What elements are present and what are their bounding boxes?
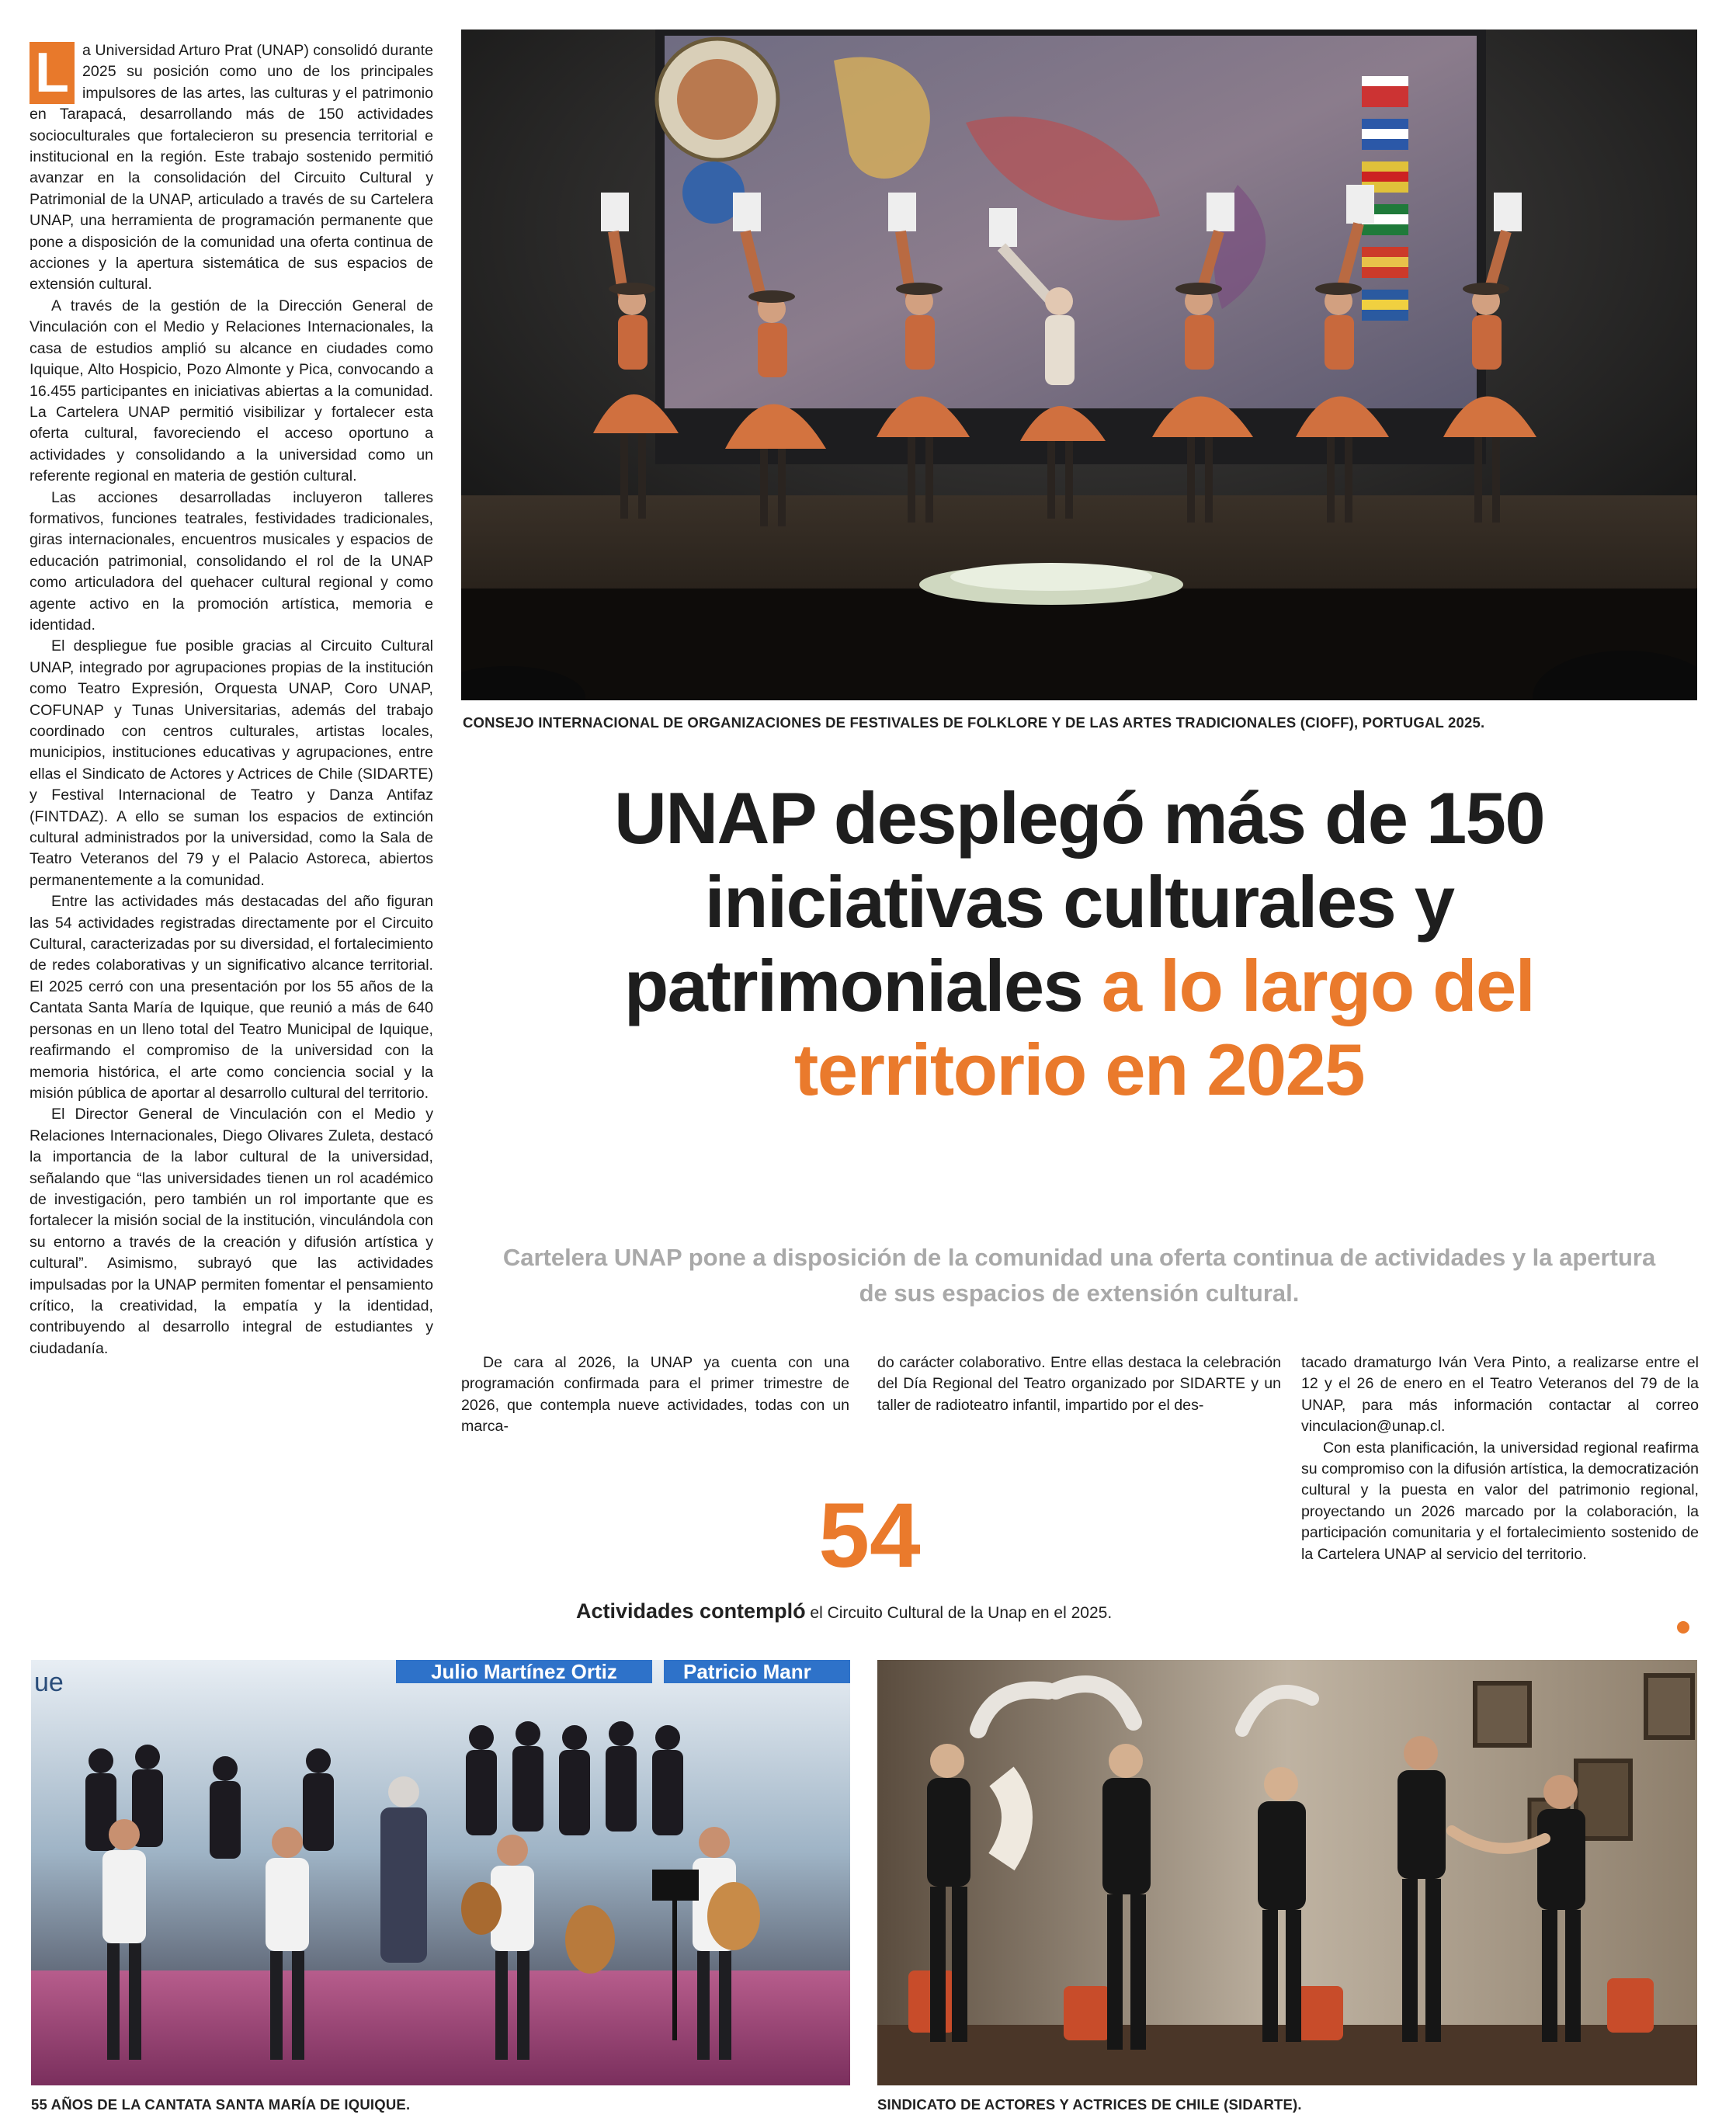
top-photo-caption: CONSEJO INTERNACIONAL DE ORGANIZACIONES DE FESTIVALES DE FOLKLORE Y DE LAS ARTES TRADICIONALES (CIOFF), PORTUGAL 2025. — [463, 714, 1485, 731]
left-article-column — [30, 40, 433, 1640]
stat-number: 54 — [818, 1484, 921, 1587]
orange-dot-icon — [1677, 1621, 1689, 1634]
cantata-illustration — [31, 1660, 850, 2085]
actors-illustration — [877, 1660, 1697, 2085]
bottom-right-photo-actors — [877, 1660, 1697, 2085]
headline-line-1: UNAP desplegó más de 150 — [613, 777, 1544, 859]
bottom-left-photo-cantata — [31, 1660, 850, 2085]
headline-line-3: patrimoniales a lo largo del — [623, 945, 1535, 1026]
banner-left-text: Julio Martínez Ortiz — [431, 1660, 617, 1683]
stat-bold-label: Actividades contempló — [576, 1599, 806, 1623]
column-2-text: De cara al 2026, la UNAP ya cuenta con una programación confirmada para el primer trimestre de 2026, que contempla nueve actividades, todas con un marca- — [461, 1354, 849, 1436]
stat-label — [576, 1599, 1112, 1623]
headline — [461, 776, 1697, 1112]
paragraph-4: El despliegue fue posible gracias al Circuito Cultural UNAP, integrado por agrupaciones propias de la institución como Teatro Expresión, Orquesta UNAP, Coro UNAP, COFUNAP y Tunas Universitarias, además del trabajo coordinado con centros culturales, artistas locales, municipios, instituciones educativas y agrupaciones, entre ellas el Sindicato de Actores y Actrices de Chile (SIDARTE) y Festival Internacional de Teatro y Danza Antifaz (FINTDAZ). A ello se suman los espacios de extinción cultural administrados por la universidad, como la Sala de Teatro Veteranos del 79 y el Palacio Astoreca, abiertos permanentemente a la comunidad. — [30, 637, 433, 889]
headline-line-4: territorio en 2025 — [794, 1029, 1364, 1110]
top-photo-folklore-dancers — [461, 30, 1697, 700]
banner-right-text: Patricio Manr — [683, 1660, 811, 1683]
bottom-right-caption: SINDICATO DE ACTORES Y ACTRICES DE CHILE (SIDARTE). — [877, 2096, 1302, 2113]
bottom-left-caption: 55 AÑOS DE LA CANTATA SANTA MARÍA DE IQUIQUE. — [31, 2096, 411, 2113]
paragraph-3: Las acciones desarrolladas incluyeron talleres formativos, funciones teatrales, festividades tradicionales, giras internacionales, encuentros musicales y espacios de educación patrimonial, consolidando el rol de la UNAP como articuladora del quehacer cultural regional y como agente activo en la promoción artística, memoria e identidad. — [30, 488, 433, 634]
dropcap: L — [30, 42, 75, 104]
column-4-text: tacado dramaturgo Iván Vera Pinto, a realizarse entre el 12 y el 26 de enero en el Teatro Veteranos del 79 de la UNAP, para más información contactar al correo vinculacion@unap.cl. Con esta planificación, la universidad regional reafirma su compromiso con la difusión artística, la democratización cultural y la puesta en valor del patrimonio regional, proyectando un 2026 marcado por la colaboración, la participación comunitaria y el fortalecimiento sostenido de la Cartelera UNAP al servicio del territorio. — [1301, 1354, 1699, 1563]
paragraph-2: A través de la gestión de la Dirección General de Vinculación con el Medio y Relaciones Internacionales, la casa de estudios amplió su alcance en ciudades como Iquique, Alto Hospicio, Pozo Almonte y Pica, convocando a 16.455 participantes en iniciativas abiertas a la comunidad. La Cartelera UNAP permitió visibilizar y fortalecer esta oferta cultural, favoreciendo el acceso oportuno a actividades y consolidando a la universidad como un referente regional en materia de gestión cultural. — [30, 297, 433, 485]
stat-rest: el Circuito Cultural de la Unap en el 2025. — [810, 1604, 1113, 1622]
column-3-text: do carácter colaborativo. Entre ellas destaca la celebración del Día Regional del Teatro organizado por SIDARTE y un taller de radioteatro infantil, impartido por el des- — [877, 1354, 1281, 1414]
headline-line-2: iniciativas culturales y — [704, 861, 1454, 943]
paragraph-intro: L a Universidad Arturo Prat (UNAP) consolidó durante 2025 su posición como uno de los principales impulsores de las artes, las culturas y el patrimonio en Tarapacá, desarrollando más de 150 actividades socioculturales que fortalecieron su presencia territorial e institucional en la región. Este trabajo sostenido permitió avanzar en la consolidación del Circuito Cultural y Patrimonial de la UNAP, articulado a través de su Cartelera UNAP, una herramienta de programación permanente que pone a disposición de la comunidad una oferta continua de acciones y la apertura sistemática de sus espacios de extensión cultural. — [30, 42, 433, 293]
paragraph-5: Entre las actividades más destacadas del año figuran las 54 actividades registradas directamente por el Circuito Cultural, caracterizadas por su diversidad, el fortalecimiento de redes colaborativas y un significativo alcance territorial. El 2025 cerró con una presentación por los 55 años de la Cantata Santa María de Iquique, que reunió a más de 640 personas en un lleno total del Teatro Municipal de Iquique, reafirmando el compromiso de la universidad con la memoria histórica, el arte como conciencia social y la misión pública de aportar al desarrollo cultural del territorio. — [30, 893, 433, 1102]
paragraph-6: El Director General de Vinculación con el Medio y Relaciones Internacionales, Diego Olivares Zuleta, destacó la importancia de la labor cultural de la universidad, señalando que “las universidades tienen un rol académico de investigación, pero también un rol importante que es fortalecer la misión social de la institución, vinculándola con su entorno a través de la creación y difusión artística y cultural”. Asimismo, subrayó que las actividades impulsadas por la UNAP permiten fomentar el pensamiento crítico, la creatividad, la empatía y la identidad, contribuyendo al desarrollo integral de estudiantes y ciudadanía. — [30, 1106, 433, 1357]
dance-stage-illustration — [461, 30, 1697, 700]
edge-letters: ue — [34, 1668, 64, 1697]
subhead: Cartelera UNAP pone a disposición de la comunidad una oferta continua de actividades y la apertura de sus espacios de extensión cultural. — [502, 1244, 1656, 1307]
